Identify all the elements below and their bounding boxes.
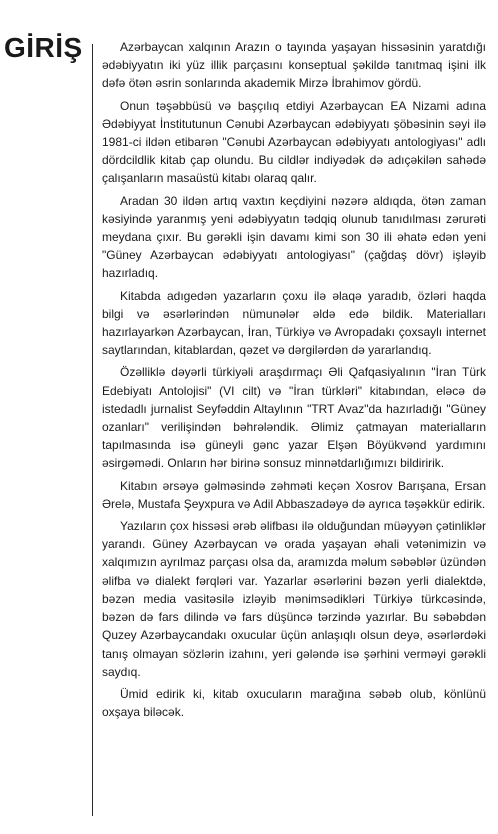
- paragraph: Azərbaycan xalqının Arazın o tayında yaşayan hissəsinin yaratdığı ədəbiyyatın iki yüz illik parçasını konseptual şəkildə tanıtmaq işini ilk dəfə ötən əsrin sonlarında akademik Mirzə İbrahimov gördü.: [102, 40, 486, 91]
- paragraph: Özəlliklə dəyərli türkiyəli araşdırmaçı Əli Qafqasiyalının "İran Türk Edebiyatı Antolojisi" (VI cilt) və "İran türkləri" kitabından, eləcə də istedadlı jurnalist Seyfəddin Altaylının "TRT Avaz"da hazırladığı "Güney ozanları" verilişindən bəhrələndik. Əlimiz çatmayan materialların tapılmasında isə güneyli gənc yazar Elşən Böyükvənd yardımını əsirgəmədi. Onların hər birinə sonsuz minnətdarlığımızı bildiririk.: [102, 365, 486, 471]
- paragraph: Yazıların çox hissəsi ərəb əlifbası ilə olduğundan müəyyən çətinliklər yarandı. Güney Azərbaycan və orada yaşayan əhali vətənimizin və xalqımızın ayrılmaz parçası olsa da, aramızda məlum səbəblər üzündən əlifba və dialekt fərqləri var. Yazarlar əsərlərini bəzən yerli dialektdə, bəzən media vasitəsilə izləyib mənimsədikləri Türkiyə türkcəsində, bəzən də fars dilində və fars düşüncə tərzində yazırlar. Bu səbəbdən Quzey Azərbaycandakı oxucular üçün anlaşıqlı olsun deyə, əsərlərdəki tanış olmayan sözlərin izahını, yeri gələndə isə şərhini verməyi gərəkli saydıq.: [102, 519, 486, 679]
- vertical-divider: [92, 44, 93, 816]
- paragraph: Onun təşəbbüsü və başçılıq etdiyi Azərbaycan EA Nizami adına Ədəbiyyat İnstitutunun Cənubi Azərbaycan ədəbiyyatı şöbəsinin səyi ilə 1981-ci ildən etibarən "Cənubi Azərbaycan ədəbiyyatı antologiyası" adlı dördcildlik kitab çap olundu. Bu cildlər indiyədək də adıçəkilən sahədə çalışanların masaüstü kitabı olaraq qalır.: [102, 98, 486, 186]
- paragraph: Kitabda adıgedən yazarların çoxu ilə əlaqə yaradıb, özləri haqda bilgi və əsərlərindən nümunələr əldə edə bildik. Materialları hazırlayarkən Azərbaycan, İran, Türkiyə və Avropadakı çoxsaylı internet saytlarından, kitablardan, qəzet və dərgilərdən də yararlandıq.: [102, 288, 486, 358]
- paragraph: Kitabın ərsəyə gəlməsində zəhməti keçən Xosrov Barışana, Ersan Ərelə, Mustafa Şeyxpura və Adil Abbaszadəyə də ayrıca təşəkkür edirik.: [102, 478, 486, 511]
- paragraph: Aradan 30 ildən artıq vaxtın keçdiyini nəzərə aldıqda, ötən zaman kəsiyində yaranmış yeni ədəbiyyatın tədqiq olunub tanıdılması zərurəti meydana çıxır. Bu gərəkli işin davamı kimi son 30 ili əhatə edən yeni "Güney Azərbaycan ədəbiyyatı antologiyası" (çağdaş dövr) işləyib hazırladıq.: [102, 193, 486, 281]
- body-text: [102, 38, 486, 725]
- paragraph: Ümid edirik ki, kitab oxucuların marağına səbəb olub, könlünü oxşaya biləcək.: [102, 686, 486, 720]
- section-heading: GİRİŞ: [4, 32, 83, 63]
